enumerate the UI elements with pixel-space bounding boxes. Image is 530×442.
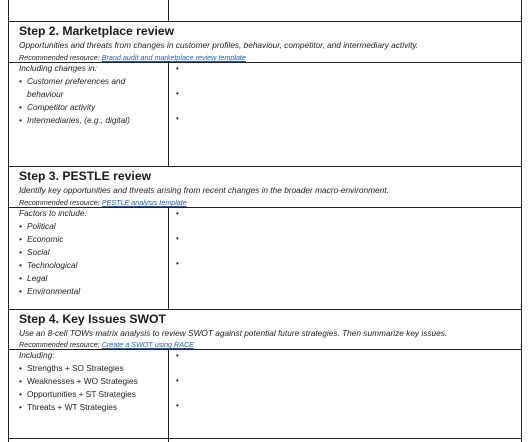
- recommended-resource: [19, 340, 194, 349]
- list-item: • Threats + WT Strategies: [19, 402, 117, 412]
- resource-prefix: Recommended resource:: [19, 53, 102, 62]
- column-divider: [168, 62, 169, 166]
- table-right-border: [521, 0, 522, 442]
- empty-bullet: •: [176, 234, 179, 243]
- column-divider: [168, 349, 169, 442]
- section-description: Use an 8-cell TOWs matrix analysis to review SWOT against potential future strategies. Then summarize key issues.: [19, 328, 448, 338]
- section-title: Step 3. PESTLE review: [19, 169, 152, 183]
- list-item: • Political: [19, 221, 56, 231]
- list-heading: Including changes in:: [19, 63, 97, 73]
- list-item: • Competitor activity: [19, 102, 96, 112]
- empty-bullet: •: [176, 351, 179, 360]
- list-item: behaviour: [27, 89, 64, 99]
- section-description: Identify key opportunities and threats arising from recent changes in the broader macro-environment.: [19, 185, 389, 195]
- list-item: • Opportunities + ST Strategies: [19, 389, 136, 399]
- list-heading: Including:: [19, 350, 55, 360]
- resource-prefix: Recommended resource:: [19, 340, 102, 349]
- resource-prefix: Recommended resource:: [19, 198, 102, 207]
- factor-list: [19, 62, 130, 127]
- empty-bullet: •: [176, 259, 179, 268]
- section-description: Opportunities and threats from changes in customer profiles, behaviour, competitor, and intermediary activity.: [19, 40, 419, 50]
- recommended-resource: [19, 198, 187, 207]
- list-item: • Legal: [19, 273, 48, 283]
- row-divider: [8, 21, 522, 22]
- empty-bullet: •: [176, 64, 179, 73]
- empty-bullet: •: [176, 209, 179, 218]
- empty-bullet: •: [176, 376, 179, 385]
- resource-link-swot[interactable]: Create a SWOT using RACE: [101, 340, 194, 349]
- recommended-resource: [19, 53, 246, 62]
- list-item: • Technological: [19, 260, 78, 270]
- list-item: • Economic: [19, 234, 64, 244]
- column-divider: [168, 0, 169, 21]
- resource-link-brand-audit[interactable]: Brand audit and marketplace review template: [101, 53, 246, 62]
- empty-bullet: •: [176, 114, 179, 123]
- factor-list: [19, 207, 87, 298]
- list-heading: Factors to include:: [19, 208, 87, 218]
- section-title: Step 2. Marketplace review: [19, 24, 175, 38]
- row-divider: [8, 309, 522, 310]
- resource-link-pestle[interactable]: PESTLE analysis template: [101, 198, 187, 207]
- factor-list: [19, 349, 138, 414]
- empty-bullet: •: [176, 89, 179, 98]
- list-item: • Intermediaries, (e.g., digital): [19, 115, 130, 125]
- list-item: • Social: [19, 247, 50, 257]
- list-item: • Customer preferences and: [19, 76, 126, 86]
- section-title: Step 4. Key Issues SWOT: [19, 312, 166, 326]
- row-divider: [8, 166, 522, 167]
- list-item: • Weaknesses + WO Strategies: [19, 376, 138, 386]
- empty-bullet: •: [176, 401, 179, 410]
- column-divider: [168, 207, 169, 309]
- row-divider: [8, 438, 522, 439]
- list-item: • Environmental: [19, 286, 81, 296]
- table-left-border: [8, 0, 9, 442]
- list-item: • Strengths + SO Strategies: [19, 363, 124, 373]
